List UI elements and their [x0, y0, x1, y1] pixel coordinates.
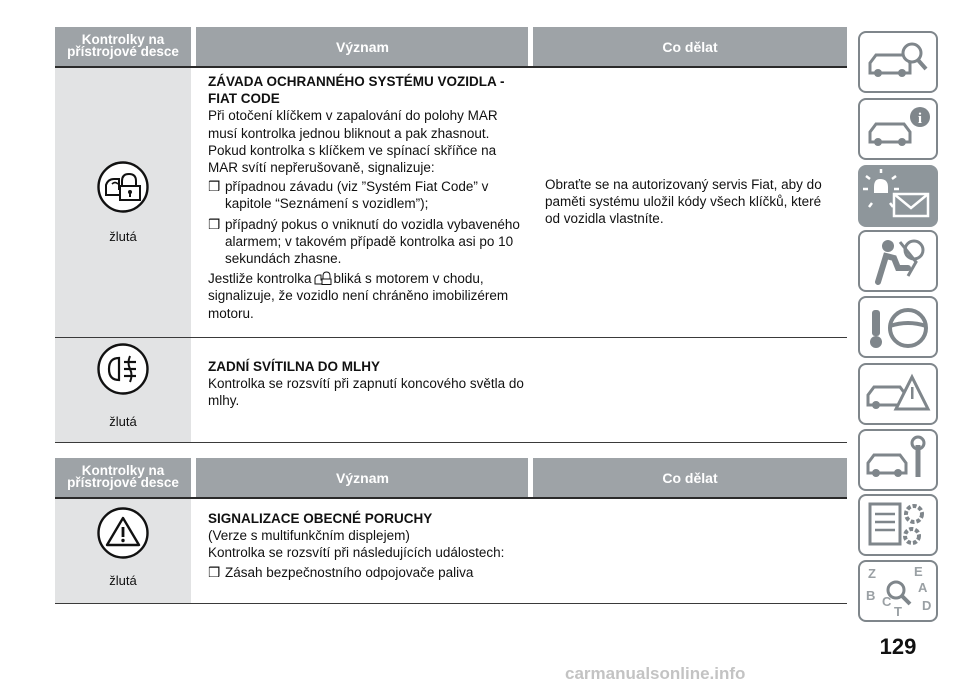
- light-color-label: žlutá: [109, 414, 137, 429]
- car-info-icon: [860, 100, 936, 158]
- bullet-mark: ❒: [208, 216, 221, 232]
- light-color-label: žlutá: [109, 229, 137, 244]
- bullet-text: Zásah bezpečnostního odpojovače paliva: [225, 564, 474, 580]
- row-title: ZADNÍ SVÍTILNA DO MLHY: [208, 359, 380, 374]
- table-row: [55, 68, 847, 338]
- car-emergency-triangle-icon: [860, 365, 936, 423]
- warning-lights-table-2: [55, 458, 847, 604]
- rear-fog-light-icon: [97, 343, 149, 395]
- svg-text:i: i: [917, 111, 923, 127]
- airbag-passenger-icon: [860, 232, 936, 290]
- bullet-mark: ❒: [208, 179, 221, 195]
- row-title: ZÁVADA OCHRANNÉHO SYSTÉMU VOZIDLA - FIAT CODE: [208, 74, 505, 107]
- list-item: [208, 216, 528, 268]
- list-item: [208, 178, 528, 212]
- svg-text:E: E: [914, 564, 923, 579]
- row-title: SIGNALIZACE OBECNÉ PORUCHY: [208, 511, 433, 526]
- alphabetical-index-icon: [860, 562, 936, 620]
- bullet-text: případnou závadu (viz ”Systém Fiat Code” v kapitole “Seznámení s vozidlem”);: [225, 179, 489, 212]
- table-header: [55, 458, 847, 499]
- sidebar-tab-safety[interactable]: [858, 230, 938, 292]
- svg-text:B: B: [866, 588, 876, 603]
- car-search-icon: [860, 33, 936, 91]
- sidebar-tab-technical-data[interactable]: [858, 494, 938, 556]
- svg-text:A: A: [918, 580, 928, 595]
- bullet-text: případný pokus o vniknutí do vozidla vybaveného alarmem; v takovém případě kontrolka asi po 10 sekundách zhasne.: [225, 216, 520, 267]
- table-row: [55, 338, 847, 443]
- action-cell: Obraťte se na autorizovaný servis Fiat, aby do paměti systému uložil kódy všech klíčků, které od vozidla vlastníte.: [545, 177, 822, 227]
- key-steering-wheel-icon: [860, 298, 936, 356]
- icon-cell: [55, 338, 191, 442]
- header-col-meaning: Význam: [336, 470, 389, 486]
- list-item: [208, 564, 528, 581]
- sidebar-tab-index[interactable]: [858, 560, 938, 622]
- meaning-cell: [208, 510, 528, 584]
- row-subtitle: (Verze s multifunkčním displejem): [208, 528, 410, 544]
- icon-cell: [55, 68, 191, 337]
- row-note: Jestliže kontrolka bliká s motorem v chodu, signalizuje, že vozidlo není chráněno imobilizérem motoru.: [208, 271, 509, 321]
- sidebar-tab-info[interactable]: [858, 98, 938, 160]
- page-number: 129: [879, 634, 917, 659]
- fiat-code-immobilizer-icon: [97, 161, 149, 213]
- svg-text:D: D: [922, 598, 932, 613]
- specifications-gears-icon: [860, 496, 936, 554]
- sidebar-tab-maintenance[interactable]: [858, 429, 938, 491]
- svg-text:T: T: [894, 604, 902, 619]
- header-col-lights: Kontrolky na přístrojové desce: [67, 463, 179, 490]
- light-color-label: žlutá: [109, 573, 137, 588]
- bullet-mark: ❒: [208, 564, 221, 580]
- header-col-action: Co dělat: [662, 470, 718, 486]
- sidebar-tab-starting-driving[interactable]: [858, 296, 938, 358]
- meaning-cell: [208, 73, 528, 322]
- header-col-meaning: Význam: [336, 39, 389, 55]
- icon-cell: [55, 499, 191, 603]
- row-description: Kontrolka se rozsvítí při následujících událostech:: [208, 545, 505, 561]
- header-col-lights: Kontrolky na přístrojové desce: [67, 32, 179, 59]
- warning-lights-table-1: [55, 27, 847, 443]
- general-failure-warning-icon: [97, 507, 149, 559]
- row-description: Kontrolka se rozsvítí při zapnutí koncového světla do mlhy.: [208, 376, 524, 409]
- row-description: Při otočení klíčkem v zapalování do polohy MAR musí kontrolka jednou bliknout a pak zhasnout. Pokud kontrolka s klíčkem ve spínací skříňce na MAR svítí nepřerušovaně, signalizuje:: [208, 108, 498, 176]
- car-wrench-icon: [860, 431, 936, 489]
- sidebar-tab-emergency[interactable]: [858, 363, 938, 425]
- svg-text:C: C: [882, 594, 892, 609]
- svg-text:Z: Z: [868, 566, 876, 581]
- fiat-code-inline-icon: [314, 271, 332, 285]
- table-row: [55, 499, 847, 604]
- header-col-action: Co dělat: [662, 39, 718, 55]
- sidebar-tab-getting-to-know[interactable]: [858, 31, 938, 93]
- watermark: carmanualsonline.info: [565, 664, 746, 683]
- sidebar-tab-warning-lights[interactable]: [858, 165, 938, 227]
- warning-lights-message-icon: [860, 167, 936, 225]
- meaning-cell: [208, 358, 528, 410]
- table-header: [55, 27, 847, 68]
